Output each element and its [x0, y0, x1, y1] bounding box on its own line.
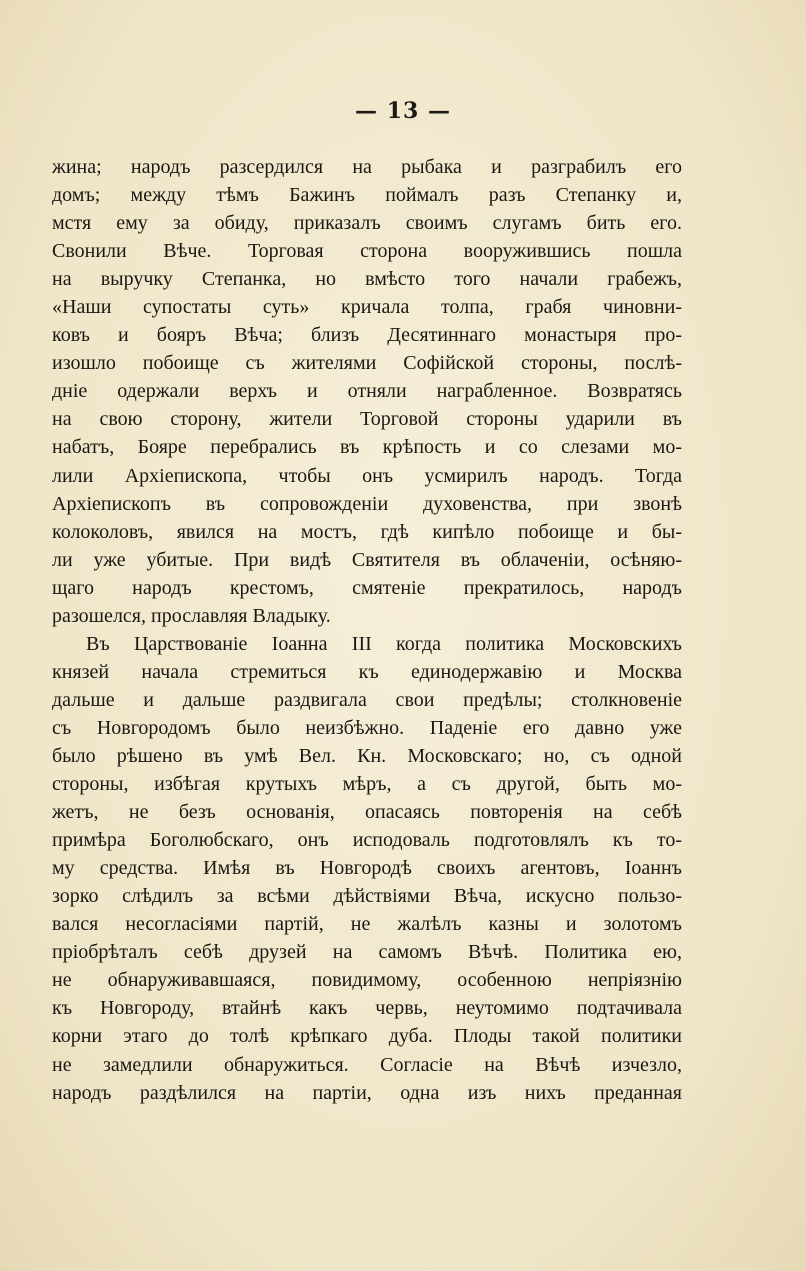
text-line: мстя ему за обиду, приказалъ своимъ слугамъ бить его.	[52, 212, 682, 235]
text-line: дніе одержали верхъ и отняли награбленное. Возвратясь	[52, 380, 682, 403]
text-line: къ Новгороду, втайнѣ какъ червь, неутомимо подтачивала	[52, 997, 682, 1020]
text-line: ли уже убитые. При видѣ Святителя въ облаченіи, осѣняю-	[52, 548, 682, 571]
text-line: примѣра Боголюбскаго, онъ исподоваль подготовлялъ къ то-	[52, 829, 682, 852]
text-line: стороны, избѣгая крутыхъ мѣръ, а съ другой, быть мо-	[52, 773, 682, 796]
body-text	[52, 153, 682, 1107]
text-line: щаго народъ крестомъ, смятеніе прекратилось, народъ	[52, 576, 682, 599]
text-line: изошло побоище съ жителями Софійской стороны, послѣ-	[52, 352, 682, 375]
text-line: не обнаруживавшаяся, повидимому, особенною непріязнію	[52, 969, 682, 992]
text-line: Архіепископъ въ сопровожденіи духовенства, при звонѣ	[52, 492, 682, 515]
text-line: не замедлили обнаружиться. Согласіе на Вѣчѣ изчезло,	[52, 1053, 682, 1076]
text-line: пріобрѣталъ себѣ друзей на самомъ Вѣчѣ. Политика ею,	[52, 941, 682, 964]
text-line: «Наши супостаты суть» кричала толпа, грабя чиновни-	[52, 296, 682, 319]
text-line: колоколовъ, явился на мостъ, гдѣ кипѣло побоище и бы-	[52, 520, 682, 543]
text-line: лили Архіепископа, чтобы онъ усмирилъ народъ. Тогда	[52, 464, 682, 487]
text-line: корни этаго до толѣ крѣпкаго дуба. Плоды такой политики	[52, 1025, 682, 1048]
text-line: дальше и дальше раздвигала свои предѣлы; столкновеніе	[52, 688, 682, 711]
text-line: ковъ и бояръ Вѣча; близъ Десятиннаго монастыря про-	[52, 324, 682, 347]
text-line: жетъ, не безъ основанія, опасаясь повторенія на себѣ	[52, 801, 682, 824]
text-line: народъ раздѣлился на партіи, одна изъ нихъ преданная	[52, 1081, 682, 1104]
text-line: на свою сторону, жители Торговой стороны ударили въ	[52, 408, 682, 431]
text-line: жина; народъ разсердился на рыбака и разграбилъ его	[52, 156, 682, 178]
text-line: набатъ, Бояре перебрались въ крѣпость и со слезами мо-	[52, 436, 682, 459]
text-line: зорко слѣдилъ за всѣми дѣйствіями Вѣча, искусно пользо-	[52, 885, 682, 908]
paragraph-first-line: Въ Царствованіе Іоанна III когда политика Московскихъ	[86, 632, 682, 655]
text-line: на выручку Степанка, но вмѣсто того начали грабежъ,	[52, 268, 682, 291]
text-line: князей начала стремиться къ единодержавію и Москва	[52, 660, 682, 683]
text-line: домъ; между тѣмъ Бажинъ поймалъ разъ Степанку и,	[52, 184, 682, 207]
text-line: было рѣшено въ умѣ Вел. Кн. Московскаго; но, съ одной	[52, 744, 682, 767]
text-line: му средства. Имѣя въ Новгородѣ своихъ агентовъ, Іоаннъ	[52, 857, 682, 880]
page-number: — 13 —	[355, 98, 451, 124]
text-line: вался несогласіями партій, не жалѣлъ казны и золотомъ	[52, 913, 682, 936]
text-line: разошелся, прославляя Владыку.	[52, 604, 331, 627]
text-line: Свонили Вѣче. Торговая сторона вооружившись пошла	[52, 240, 682, 263]
text-line: съ Новгородомъ было неизбѣжно. Паденіе его давно уже	[52, 716, 682, 739]
